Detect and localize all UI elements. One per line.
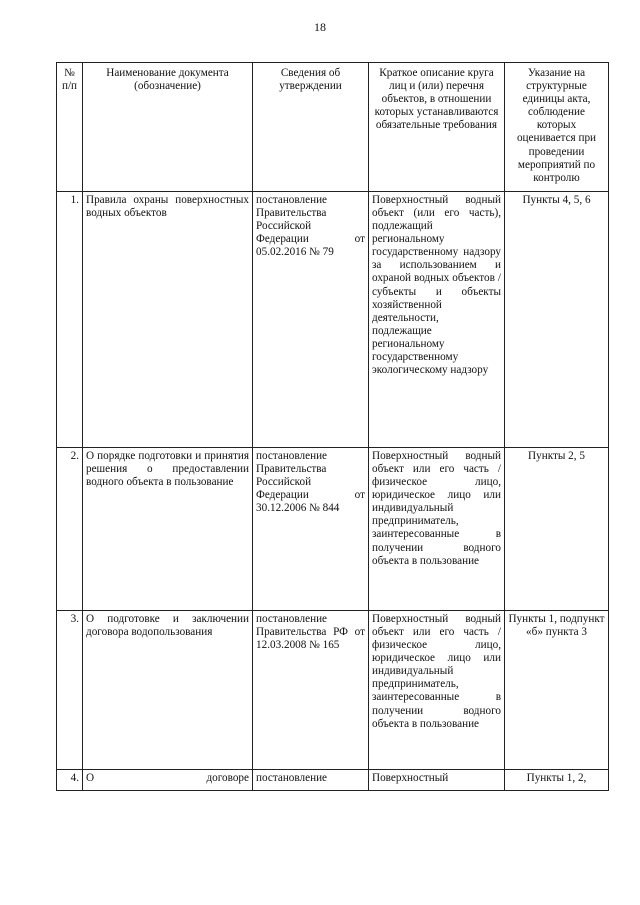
description: Поверхностный водный объект (или его часть), подлежащий региональному государственному надзору за использованием и охраной водных объектов / субъекты и объекты хозяйственной деятельности, подлежащие региональному государственному экологическому надзору — [369, 191, 505, 447]
structural-units: Пункты 1, 2, — [505, 769, 609, 790]
document-name: О договоре — [83, 769, 253, 790]
header-description: Краткое описание круга лиц и (или) перечня объектов, в отношении которых устанавливаются обязательные требования — [369, 63, 505, 192]
structural-units: Пункты 1, подпункт «б» пункта 3 — [505, 610, 609, 769]
structural-units: Пункты 2, 5 — [505, 447, 609, 610]
table-header-row — [57, 63, 609, 192]
table-row — [57, 447, 609, 610]
approval-info: постановление — [253, 769, 369, 790]
header-number: № п/п — [57, 63, 83, 192]
page-number: 18 — [314, 20, 326, 34]
approval-info: постановление Правительства Российской Федерации от 05.02.2016 № 79 — [253, 191, 369, 447]
approval-info: постановление Правительства Российской Федерации от 30.12.2006 № 844 — [253, 447, 369, 610]
requirements-table — [56, 62, 609, 791]
row-number: 1. — [57, 191, 83, 447]
row-number: 2. — [57, 447, 83, 610]
description: Поверхностный — [369, 769, 505, 790]
row-number: 4. — [57, 769, 83, 790]
structural-units: Пункты 4, 5, 6 — [505, 191, 609, 447]
table-row — [57, 610, 609, 769]
description: Поверхностный водный объект или его часть / физическое лицо, юридическое лицо или индивидуальный предприниматель, заинтересованные в получении водного объекта в пользование — [369, 610, 505, 769]
table-row — [57, 769, 609, 790]
document-name: О порядке подготовки и принятия решения о предоставлении водного объекта в пользование — [83, 447, 253, 610]
row-number: 3. — [57, 610, 83, 769]
document-name: Правила охраны поверхностных водных объектов — [83, 191, 253, 447]
header-document-name: Наименование документа (обозначение) — [83, 63, 253, 192]
header-approval: Сведения об утверждении — [253, 63, 369, 192]
description: Поверхностный водный объект или его часть / физическое лицо, юридическое лицо или индивидуальный предприниматель, заинтересованные в получении водного объекта в пользование — [369, 447, 505, 610]
approval-info: постановление Правительства РФ от 12.03.2008 № 165 — [253, 610, 369, 769]
document-name: О подготовке и заключении договора водопользования — [83, 610, 253, 769]
table-row — [57, 191, 609, 447]
header-structural-units: Указание на структурные единицы акта, соблюдение которых оценивается при проведении мероприятий по контролю — [505, 63, 609, 192]
